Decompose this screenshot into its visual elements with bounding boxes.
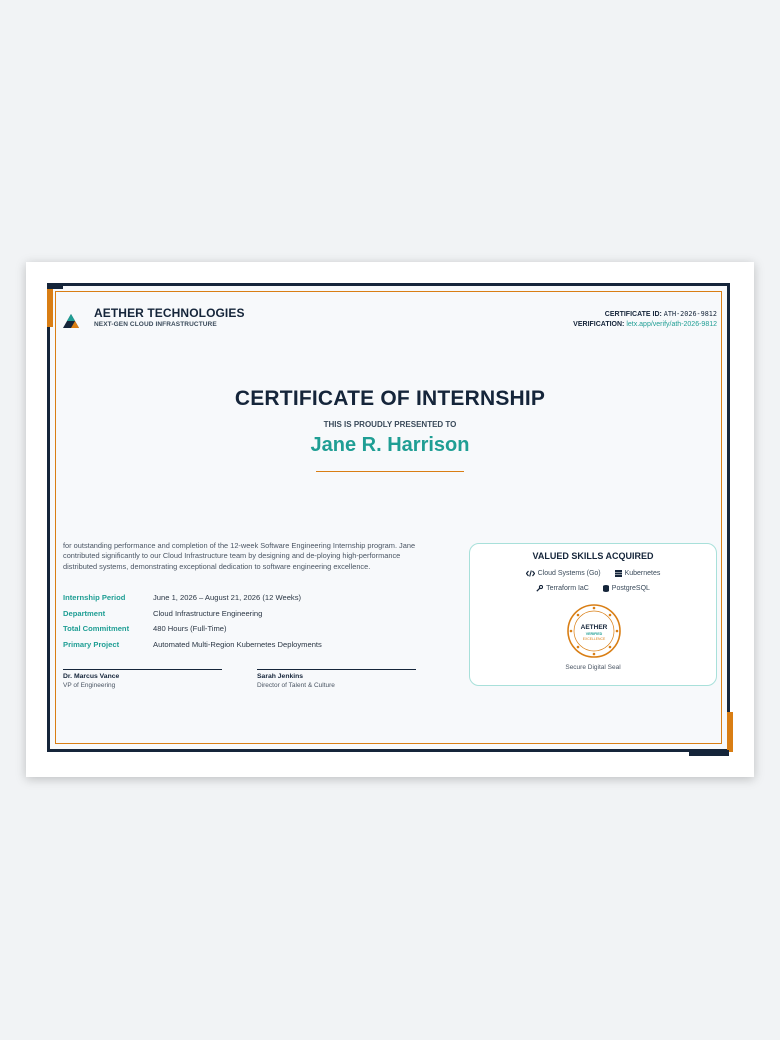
verification-link[interactable]: letx.app/verify/ath-2026-9812 (626, 321, 717, 328)
database-icon (603, 585, 609, 592)
skill-label: PostgreSQL (611, 585, 650, 592)
skill-item (536, 585, 589, 592)
signatory-name: Dr. Marcus Vance (63, 673, 120, 680)
detail-row (63, 590, 322, 606)
server-icon (615, 570, 622, 577)
skills-panel (469, 543, 717, 686)
detail-value: 480 Hours (Full-Time) (153, 624, 227, 634)
corner-accent-bottom-right-navy (689, 750, 729, 756)
signatory-name: Sarah Jenkins (257, 673, 304, 680)
certificate-description: for outstanding performance and completion of the 12-week Software Engineering Internship program. Jane contributed significantly to our Cloud Infrastructure team by designing and de-ploying high-performance distributed systems, demonstrating exceptional dedication to software engineering excellence. (63, 541, 416, 571)
verification-label: VERIFICATION: (573, 321, 625, 328)
skill-label: Cloud Systems (Go) (537, 570, 601, 577)
detail-label: Internship Period (63, 593, 126, 603)
signature-block (63, 669, 222, 689)
internship-details (63, 590, 322, 652)
certificate-meta (573, 309, 717, 330)
signature-block (257, 669, 416, 689)
skill-item (526, 570, 601, 577)
seal-line-2: VERIFIED (585, 632, 603, 636)
signatory-role: VP of Engineering (63, 682, 116, 689)
detail-row (63, 637, 322, 653)
wrench-icon (536, 585, 543, 592)
detail-row (63, 621, 322, 637)
skill-label: Terraform IaC (546, 585, 589, 592)
company-logo-icon (62, 313, 80, 329)
detail-label: Total Commitment (63, 624, 130, 634)
seal-line-3: EXCELLENCE (582, 637, 606, 641)
seal-caption: Secure Digital Seal (565, 664, 621, 671)
code-icon (526, 570, 535, 577)
detail-value: Automated Multi-Region Kubernetes Deployments (153, 640, 322, 650)
detail-value: Cloud Infrastructure Engineering (153, 608, 263, 618)
certificate-title: CERTIFICATE OF INTERNSHIP (234, 387, 546, 410)
company-brand (94, 306, 245, 328)
certificate-sheet (26, 262, 754, 777)
skill-item (603, 585, 650, 592)
seal-line-1: AETHER (580, 624, 608, 631)
skill-item (615, 570, 661, 577)
company-tagline: NEXT-GEN CLOUD INFRASTRUCTURE (94, 321, 217, 328)
company-name: AETHER TECHNOLOGIES (94, 306, 245, 320)
presented-to-label: THIS IS PROUDLY PRESENTED TO (323, 420, 457, 429)
digital-seal-icon (566, 603, 622, 659)
signatory-role: Director of Talent & Culture (257, 682, 335, 689)
skills-row (470, 570, 716, 579)
corner-accent-bottom-right (727, 712, 733, 752)
certificate-id: ATH-2026-9812 (663, 310, 717, 318)
skills-row (470, 585, 716, 594)
skills-title: VALUED SKILLS ACQUIRED (532, 551, 654, 561)
detail-label: Primary Project (63, 640, 120, 650)
certificate-id-label: CERTIFICATE ID: (604, 311, 662, 318)
detail-label: Department (63, 608, 106, 618)
detail-value: June 1, 2026 – August 21, 2026 (12 Weeks) (153, 593, 302, 603)
recipient-name: Jane R. Harrison (310, 434, 470, 456)
corner-accent-top-left-navy (47, 283, 63, 289)
name-underline (316, 471, 464, 472)
detail-row (63, 606, 322, 622)
corner-accent-top-left (47, 283, 53, 327)
skill-label: Kubernetes (624, 570, 661, 577)
